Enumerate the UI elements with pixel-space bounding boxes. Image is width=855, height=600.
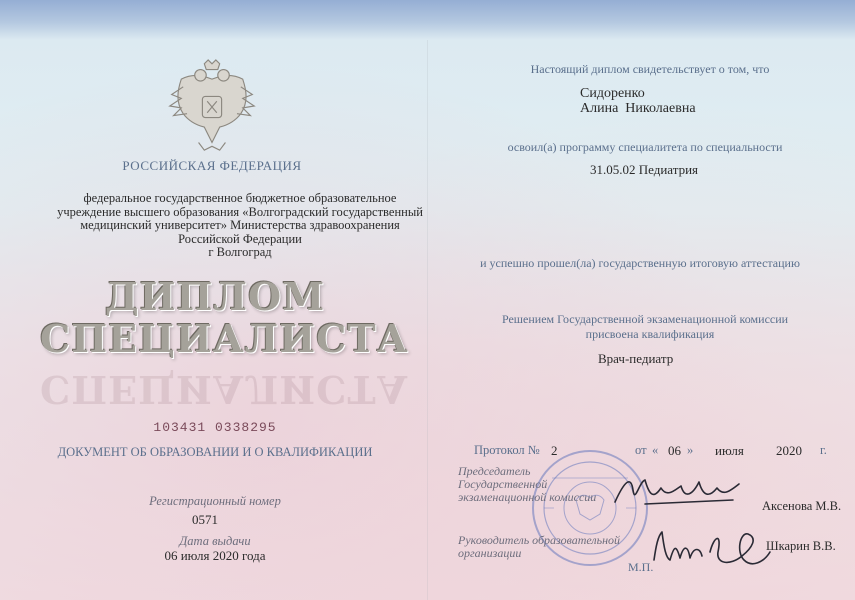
protocol-year: 2020: [776, 443, 802, 458]
institution-line: медицинский университет» Министерства здравоохранения: [80, 218, 400, 232]
chair-name: Аксенова М.В.: [762, 499, 842, 513]
institution-line: г Волгоград: [208, 245, 272, 259]
commission-decision-line1: Решением Государственной экзаменационной комиссии: [501, 312, 789, 326]
quote-close: »: [687, 443, 694, 457]
center-fold: [427, 40, 428, 600]
registration-number: 0571: [192, 512, 218, 527]
head-title-line: Руководитель образовательной: [458, 533, 621, 547]
institution-line: федеральное государственное бюджетное образовательное: [83, 191, 397, 205]
protocol-label: Протокол №: [474, 443, 540, 457]
head-name: Шкарин В.В.: [766, 539, 836, 553]
diploma-title-line2: СПЕЦИАЛИСТА: [40, 316, 409, 361]
seal-place-mark: М.П.: [628, 560, 654, 574]
institution-line: Российской Федерации: [178, 231, 302, 246]
protocol-number: 2: [551, 443, 558, 458]
institution-line: учреждение высшего образования «Волгоградский государственный: [57, 204, 423, 219]
attestation-text: и успешно прошел(ла) государственную итоговую аттестацию: [480, 256, 800, 270]
issue-date-label: Дата выдачи: [179, 534, 251, 548]
graduate-name: Алина Николаевна: [580, 101, 696, 116]
head-title: [458, 534, 620, 560]
quote-open: «: [652, 443, 659, 457]
date-from-label: от: [635, 443, 647, 457]
country-name: РОССИЙСКАЯ ФЕДЕРАЦИЯ: [122, 158, 302, 173]
diploma-title-line1: ДИПЛОМ: [104, 274, 326, 319]
specialty: 31.05.02 Педиатрия: [590, 162, 699, 177]
protocol-day: 06: [668, 443, 681, 458]
certification-intro: Настоящий диплом свидетельствует о том, что: [530, 62, 770, 76]
chair-signature: [605, 470, 755, 515]
title-watermark: СПЕЦИАЛИСТА: [40, 367, 409, 412]
protocol-month: июля: [715, 443, 744, 458]
registration-label: Регистрационный номер: [149, 494, 281, 508]
serial-number: 103431 0338295: [153, 420, 277, 435]
chair-title: [458, 465, 596, 504]
program-mastered: освоил(а) программу специалитета по специальности: [507, 140, 783, 154]
institution-block: [55, 192, 425, 260]
commission-decision-line2: присвоена квалификация: [585, 327, 715, 341]
issue-date: 06 июля 2020 года: [164, 548, 266, 563]
chair-title-line: экзаменационной комиссии: [458, 490, 597, 504]
document-type: ДОКУМЕНТ ОБ ОБРАЗОВАНИИ И О КВАЛИФИКАЦИИ: [57, 445, 373, 459]
graduate-surname: Сидоренко: [580, 86, 645, 101]
coat-of-arms-icon: [164, 58, 260, 154]
qualification: Врач-педиатр: [598, 351, 674, 366]
decorative-top-band: [0, 0, 855, 40]
head-signature: [648, 522, 778, 574]
head-title-line: организации: [458, 546, 522, 560]
year-suffix: г.: [820, 443, 827, 457]
chair-title-line: Государственной: [458, 477, 548, 491]
chair-title-line: Председатель: [458, 464, 531, 478]
